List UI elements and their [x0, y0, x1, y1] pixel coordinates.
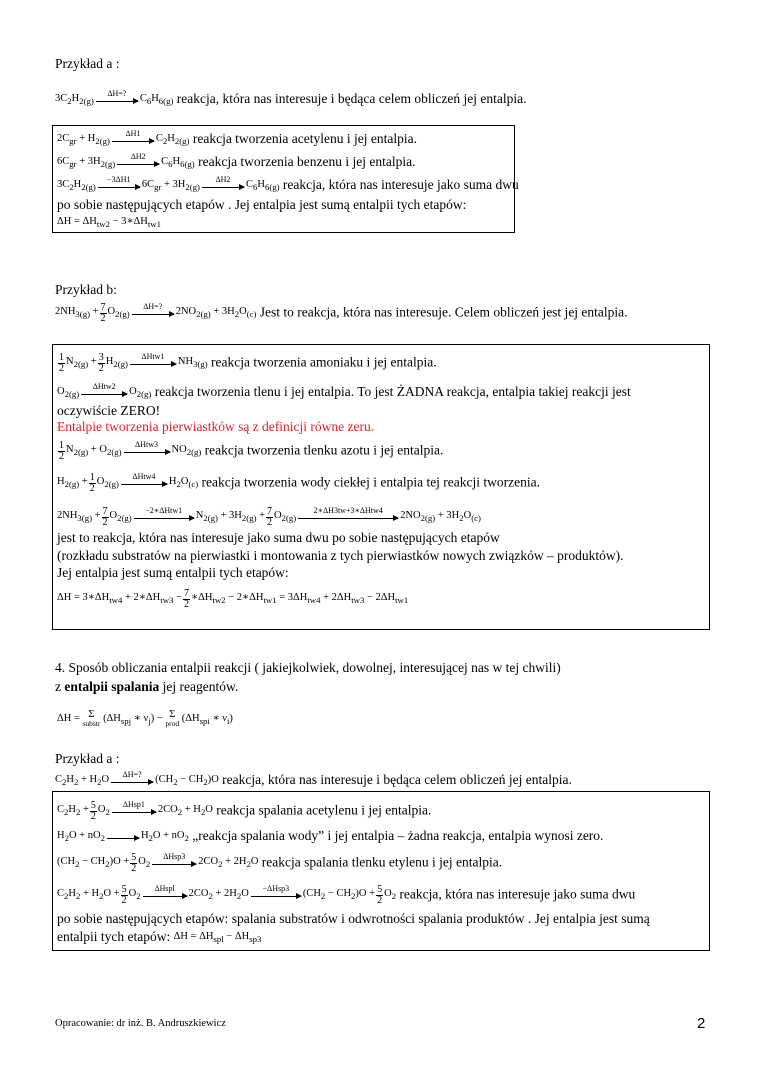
equation-a-1: $2C_{gr} + H_{2(g)}$ ΔH1 $C_2H_{2(g)}$ reakcja tworzenia acetylenu i jej entalpia. [57, 128, 417, 147]
footer-author: Opracowanie: dr inż. B. Andruszkiewicz [55, 1018, 226, 1029]
heading-example-a: Przykład a : [55, 56, 120, 71]
text-c-6: entalpii tych etapów: $\Delta H = \Delta H_{spl} - \Delta H_{sp3}$ [57, 929, 262, 945]
formula-a-5: $\Delta H = \Delta H_{tw2}$ − $3∗\Delta H_{tw1}$ [57, 216, 161, 230]
section-4-subtitle: z entalpii spalania jej reagentów. [55, 679, 239, 694]
equation-c-2: $H_2O + nO_2$ $H_2O + nO_2$ „reakcja spalania wody” i jej entalpia – żadna reakcja, entalpia wynosi zero. [57, 828, 604, 844]
text-a-4: po sobie następujących etapów . Jej entalpia jest sumą entalpii tych etapów: [57, 197, 467, 212]
formula-b-11: $\Delta H = 3∗\Delta H_{tw4}$ + $2∗\Delta H_{tw3}$ − $\frac{7}{2}$ $∗\Delta H_{tw2}$ − $2∗\Delta H_{tw1} = 3\Delta H_{tw4} + 2\Delta H_{tw3} - 2\Delta H_{tw1}$ [57, 588, 409, 610]
equation-c-1: $C_2H_2$ + $\frac{5}{2}$ $O_2$ ΔHsp1 $2CO_2 + H_2O$ reakcja spalania acetylenu i jej entalpia. [57, 800, 432, 822]
equation-a-3: $3C_2H_{2(g)}$ −3ΔH1 $6C_{gr} + 3H_{2(g)}$ ΔH2 $C_6H_{6(g)}$ reakcja, która nas interesuje jako suma dwu [57, 174, 519, 193]
bold-term: entalpii spalania [64, 679, 160, 694]
page-number: 2 [697, 1015, 706, 1032]
equation-c-4: $C_2H_2 + H_2O$ + $\frac{5}{2}$ $O_2$ ΔHspl $2CO_2 + 2H_2O$ −ΔHsp3 $(CH_2 - CH_2)O$ + $\frac{5}{2}$ $O_2$ reakcja, która nas interesuje jako suma dwu [57, 884, 636, 906]
equation-main-c: $C_2H_2 + H_2O$ ΔH=? $(CH_2 - CH_2)O$ reakcja, która nas interesuje i będąca celem obliczeń jej entalpia. [55, 769, 572, 788]
text-c-5: po sobie następujących etapów: spalania substratów i odwrotności spalania produktów . Jej entalpia jest sumą [57, 911, 650, 926]
equation-b-1: $\frac{1}{2}$ $N_{2(g)}$ + $\frac{3}{2}$ $H_{2(g)}$ ΔHtw1 $NH_{3(g)}$ reakcja tworzenia amoniaku i jej entalpia. [59, 352, 437, 374]
text-b-9: (rozkładu substratów na pierwiastki i montowania z tych pierwiastków nowych związków – produktów). [57, 548, 624, 563]
heading-example-b: Przykład b: [55, 282, 117, 297]
equation-main-b: $2NH_{3(g)}$ + $\frac{7}{2}$ $O_{2(g)}$ ΔH=? $2NO_{2(g)} + 3H_2O_{(c)}$ Jest to reakcja, która nas interesuje. Celem obliczeń jest jej entalpia. [55, 302, 628, 324]
equation-a-2: $6C_{gr} + 3H_{2(g)}$ ΔH2 $C_6H_{6(g)}$ reakcja tworzenia benzenu i jej entalpia. [57, 151, 416, 170]
equation-c-3: $(CH_2 - CH_2)O$ + $\frac{5}{2}$ $O_2$ ΔHsp3 $2CO_2 + 2H_2O$ reakcja spalania tlenku etylenu i jej entalpia. [57, 852, 503, 874]
heading-example-a2: Przykład a : [55, 751, 120, 766]
formula-section-4: ΔH = Σ substr ($\Delta H_{spj}$ ∗ $\nu_j) - \Sigma$ prod ($\Delta H_{spi}$ ∗ $\nu_i$) [57, 709, 233, 728]
equation-b-5: $\frac{1}{2}$ $N_{2(g)} + O_{2(g)}$ ΔHtw3 $NO_{2(g)}$ reakcja tworzenia tlenku azotu i jej entalpia. [59, 440, 444, 462]
text-b-8: jest to reakcja, która nas interesuje jako suma dwu po sobie następujących etapów [57, 530, 500, 545]
equation-main-a: $3C_2H_{2(g)}$ ΔH=? $C_6H_{6(g)}$ reakcja, która nas interesuje i będąca celem obliczeń jej entalpia. [55, 88, 527, 107]
text-b-10: Jej entalpia jest sumą entalpii tych etapów: [57, 565, 289, 580]
equation-b-7: $2NH_{3(g)}$ + $\frac{7}{2}$ $O_{2(g)}$ −2∗ΔHtw1 $N_{2(g)} + 3H_{2(g)}$ + $\frac{7}{2}$ $O_{2(g)}$ 2∗ΔH3tw+3∗ΔHtw4 $2NO_{2(g)} + 3H_2O_{(c)}$ [57, 506, 481, 528]
equation-b-6: $H_{2(g)}$ + $\frac{1}{2}$ $O_{2(g)}$ ΔHtw4 $H_2O_{(c)}$ reakcja tworzenia wody ciekłej i entalpia tej reakcji tworzenia. [57, 472, 541, 494]
section-4-title: 4. Sposób obliczania entalpii reakcji ( jakiejkolwiek, dowolnej, interesującej nas w tej chwili) [55, 660, 561, 675]
text-b-4-red: Entalpie tworzenia pierwiastków są z definicji równe zeru. [57, 419, 375, 434]
equation-b-2: $O_{2(g)}$ ΔHtw2 $O_{2(g)}$ reakcja tworzenia tlenu i jej entalpia. To jest ŻADNA reakcja, entalpia takiej reakcji jest [57, 381, 631, 400]
text-b-3: oczywiście ZERO! [57, 403, 161, 418]
